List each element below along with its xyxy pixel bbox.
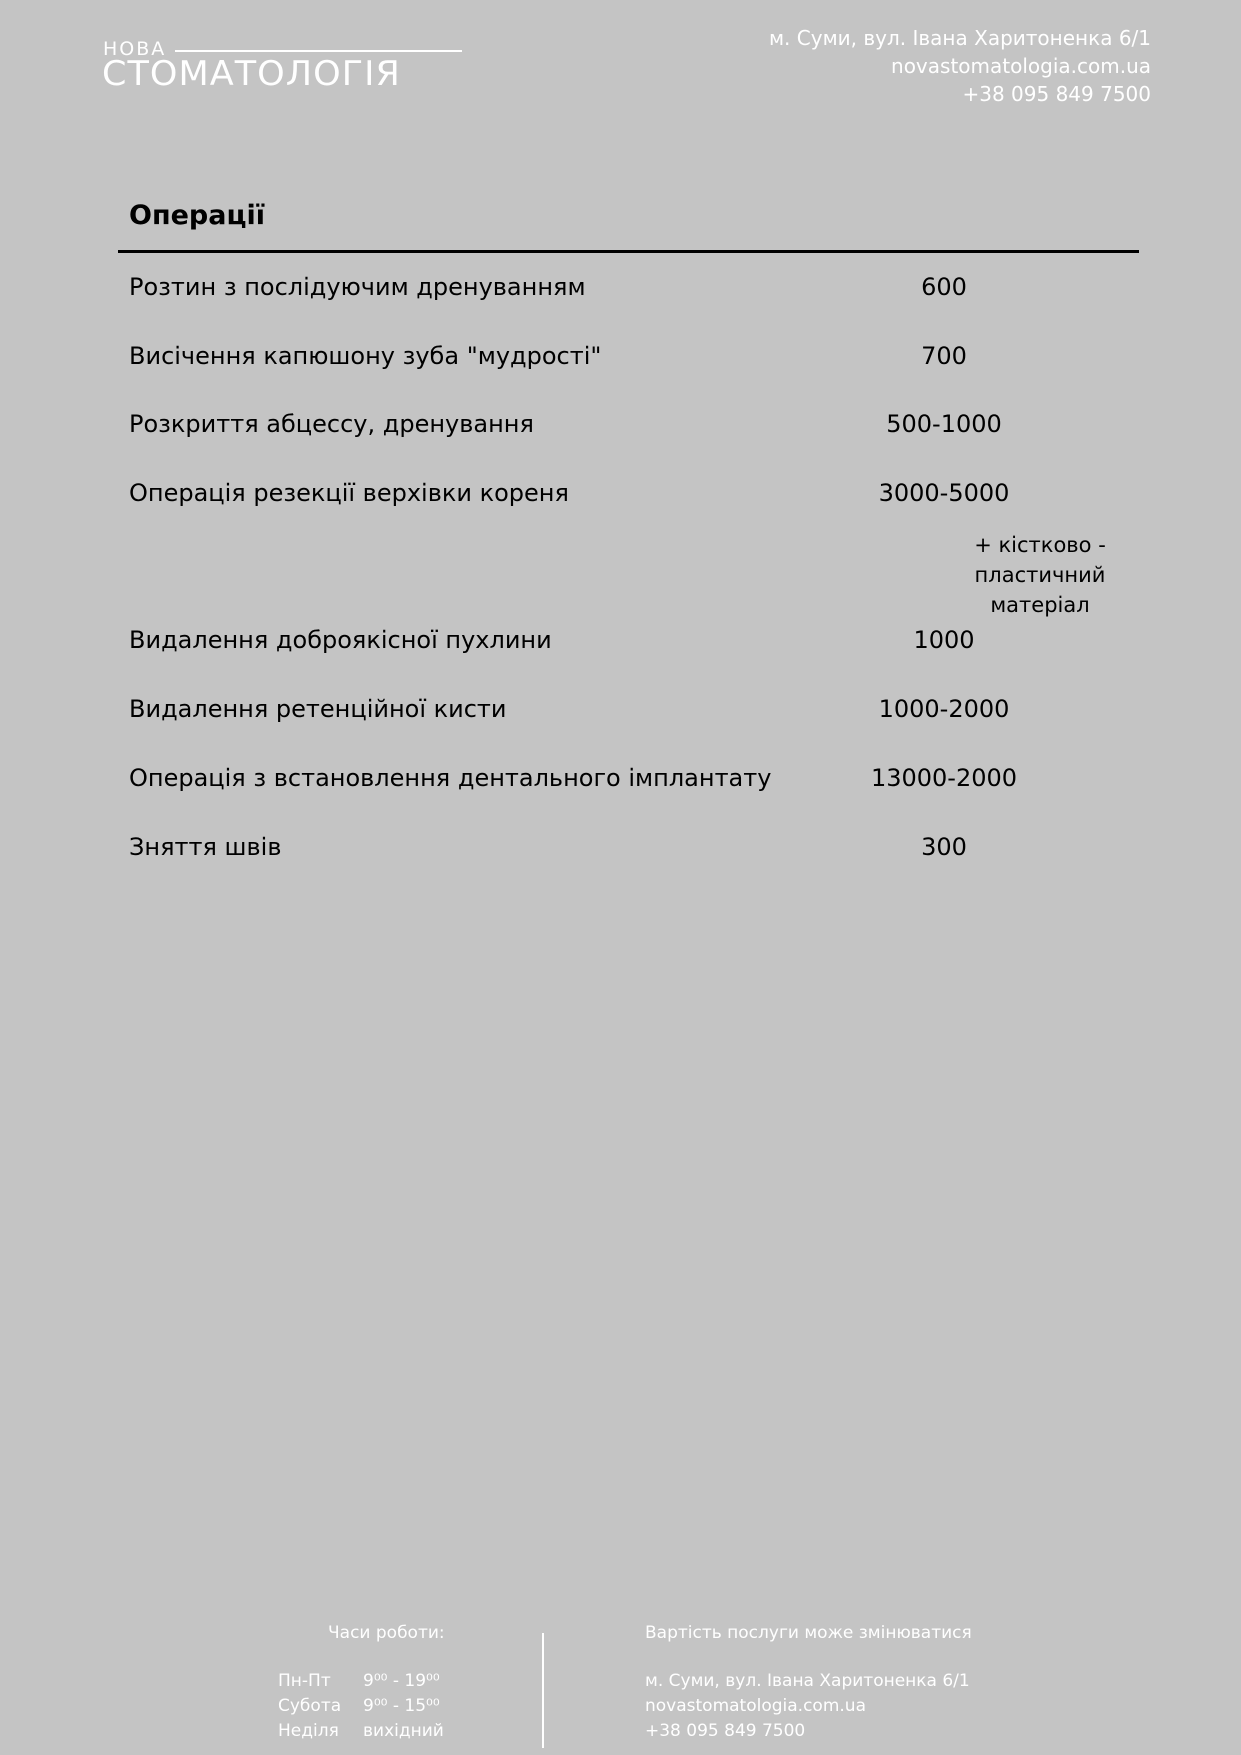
header-phone: +38 095 849 7500 xyxy=(962,82,1151,106)
hours-title: Часи роботи: xyxy=(328,1623,445,1643)
hours-row xyxy=(278,1719,453,1744)
material-note-line1: + кістково - xyxy=(974,533,1106,557)
footer-divider xyxy=(542,1633,544,1748)
service-price: 600 xyxy=(921,273,967,301)
footer-contacts xyxy=(645,1669,970,1744)
footer xyxy=(0,1615,1241,1755)
logo-top-text: НОВА xyxy=(103,38,167,60)
price-row xyxy=(129,833,1159,873)
service-name: Розкриття абцессу, дренування xyxy=(129,410,534,438)
hours-day: Неділя xyxy=(278,1721,339,1741)
price-row xyxy=(129,764,1159,804)
price-row xyxy=(129,342,1159,382)
material-note xyxy=(925,530,1155,620)
header-contacts xyxy=(769,24,1151,108)
price-change-note: Вартість послуги може змінюватися xyxy=(645,1623,972,1643)
service-name: Висічення капюшону зуба "мудрості" xyxy=(129,342,602,370)
service-name: Видалення доброякісної пухлини xyxy=(129,626,552,654)
price-row xyxy=(129,410,1159,450)
service-price: 13000-2000 xyxy=(870,764,1018,792)
service-price: 1000-2000 xyxy=(878,695,1010,723)
section-divider xyxy=(118,250,1139,253)
hours-row xyxy=(278,1669,453,1694)
hours-time: 9⁰⁰ - 15⁰⁰ xyxy=(363,1696,440,1716)
price-row xyxy=(129,626,1159,666)
hours-list xyxy=(278,1669,453,1744)
hours-time: вихідний xyxy=(363,1721,444,1741)
logo-line xyxy=(175,50,462,52)
footer-website: novastomatologia.com.ua xyxy=(645,1696,866,1716)
service-name: Розтин з послідуючим дренуванням xyxy=(129,273,586,301)
service-price: 500-1000 xyxy=(886,410,1002,438)
header-website: novastomatologia.com.ua xyxy=(891,54,1151,78)
clinic-logo xyxy=(103,38,463,94)
footer-address: м. Суми, вул. Івана Харитоненка 6/1 xyxy=(645,1671,970,1691)
service-name: Зняття швів xyxy=(129,833,282,861)
service-price: 1000 xyxy=(913,626,975,654)
logo-main-text: СТОМАТОЛОГІЯ xyxy=(102,54,401,94)
header-address: м. Суми, вул. Івана Харитоненка 6/1 xyxy=(768,26,1151,50)
material-note-line2: пластичний матеріал xyxy=(974,563,1106,617)
hours-time: 9⁰⁰ - 19⁰⁰ xyxy=(363,1671,440,1691)
price-row xyxy=(129,695,1159,735)
service-name: Операція резекції верхівки кореня xyxy=(129,479,569,507)
price-row xyxy=(129,479,1159,519)
service-price: 3000-5000 xyxy=(878,479,1010,507)
service-name: Видалення ретенційної кисти xyxy=(129,695,507,723)
service-name: Операція з встановлення дентального імплантату xyxy=(129,764,772,792)
service-price: 300 xyxy=(921,833,967,861)
service-price: 700 xyxy=(921,342,967,370)
hours-day: Субота xyxy=(278,1696,342,1716)
price-row xyxy=(129,273,1159,313)
hours-day: Пн-Пт xyxy=(278,1671,331,1691)
hours-row xyxy=(278,1694,453,1719)
footer-phone: +38 095 849 7500 xyxy=(645,1721,806,1741)
section-title: Операції xyxy=(129,200,265,231)
